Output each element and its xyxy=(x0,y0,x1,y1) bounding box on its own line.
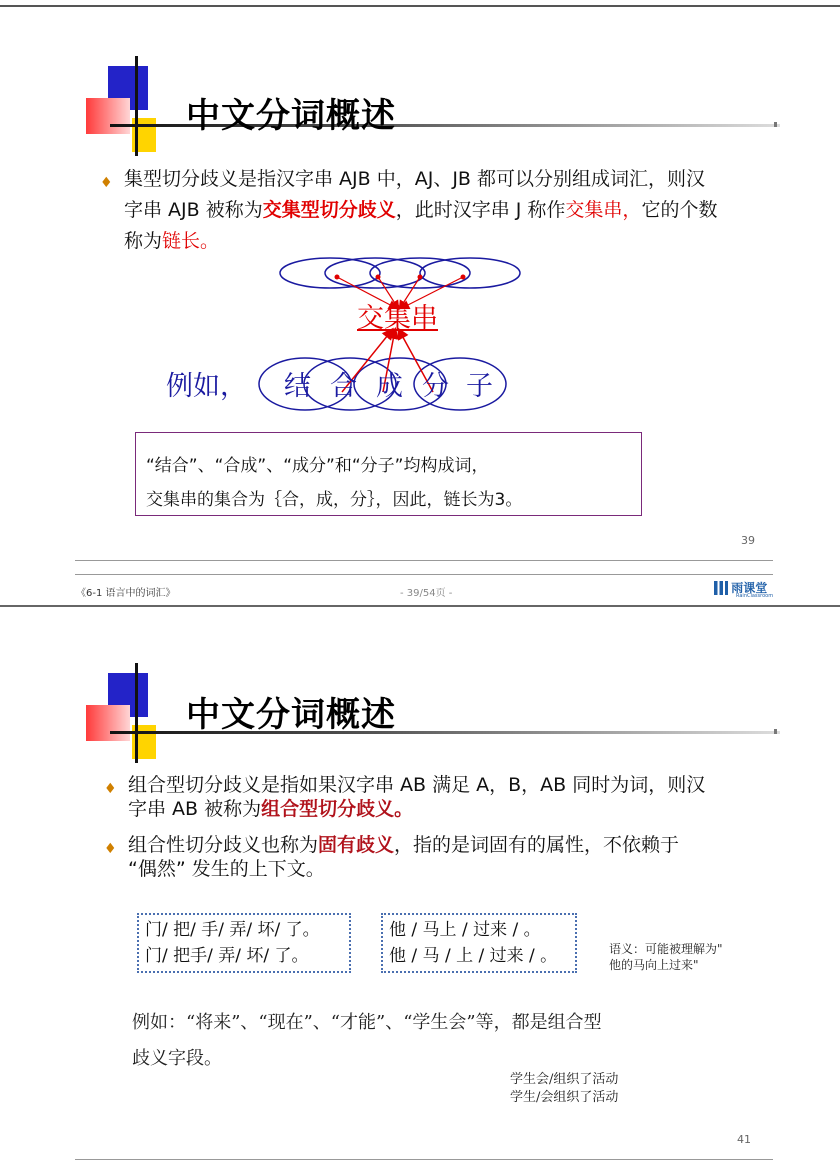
bullet-paragraph: ♦ 组合性切分歧义也称为固有歧义，指的是词固有的属性，不依赖于 “偶然” 发生的上下文。 xyxy=(104,834,680,880)
example-paragraph: 例如：“将来”、“现在”、“才能”、“学生会”等，都是组合型 歧义字段。 xyxy=(132,1012,602,1069)
footer-divider xyxy=(75,560,773,561)
semantic-note: 语义：可能被理解为" 他的马向上过来" xyxy=(609,942,723,972)
bullet-icon: ♦ xyxy=(100,175,113,191)
rainclassroom-icon xyxy=(714,581,728,595)
bullet-icon: ♦ xyxy=(104,841,117,857)
top-ellipses xyxy=(280,258,520,288)
slide-39 xyxy=(0,8,840,605)
example-note: 学生会/组织了活动 学生/会组织了活动 xyxy=(510,1072,619,1105)
example-char: 分 xyxy=(422,371,449,402)
term-highlight: 组合型切分歧义。 xyxy=(261,798,414,820)
page-number: 41 xyxy=(737,1133,751,1146)
example-char: 成 xyxy=(376,371,403,402)
bullet-paragraph: ♦ 集型切分歧义是指汉字串 AJB 中，AJ、JB 都可以分别组成词汇，则汉 字串 AJB 被称为交集型切分歧义，此时汉字串 J 称作交集串，它的个数 称为链长。 xyxy=(100,168,718,252)
term-highlight: 交集型切分歧义 xyxy=(262,199,396,221)
footer-divider xyxy=(75,574,773,575)
example-char: 结 xyxy=(284,371,311,402)
top-border xyxy=(0,5,840,7)
footer-course-title: 《6-1 语言中的词汇》 xyxy=(76,588,176,599)
example-char: 子 xyxy=(466,371,493,402)
slide-41 xyxy=(0,607,840,1163)
bullet-icon: ♦ xyxy=(104,781,117,797)
term-highlight: 固有歧义 xyxy=(318,834,395,856)
example-char: 合 xyxy=(330,371,357,402)
intersection-diagram xyxy=(0,8,840,438)
term-highlight: 交集串， xyxy=(565,199,642,221)
example-prefix: 例如， xyxy=(166,371,247,402)
term-highlight: 链长。 xyxy=(162,230,220,252)
segmentation-example-box: 门/ 把/ 手/ 弄/ 坏/ 了。 门/ 把手/ 弄/ 坏/ 了。 xyxy=(137,913,351,973)
segmentation-example-box: 他 / 马上 / 过来 / 。 他 / 马 / 上 / 过来 / 。 xyxy=(381,913,577,973)
explanation-box: “结合”、“合成”、“成分”和“分子”均构成词， 交集串的集合为｛合，成，分｝，因此，链长为3。 xyxy=(135,432,642,516)
bullet-paragraph: ♦ 组合型切分歧义是指如果汉字串 AB 满足 A，B，AB 同时为词，则汉 字串 AB 被称为组合型切分歧义。 xyxy=(104,774,706,820)
intersection-label: 交集串 xyxy=(357,303,438,334)
page-number: 39 xyxy=(741,534,755,547)
slide-title: 中文分词概述 xyxy=(186,695,396,735)
rainclassroom-logo: 雨课堂 RainClassroom xyxy=(714,579,767,596)
footer-page-indicator: - 39/54页 - xyxy=(400,588,453,599)
footer-divider xyxy=(75,1159,773,1160)
slide-title: 中文分词概述 xyxy=(186,96,396,136)
